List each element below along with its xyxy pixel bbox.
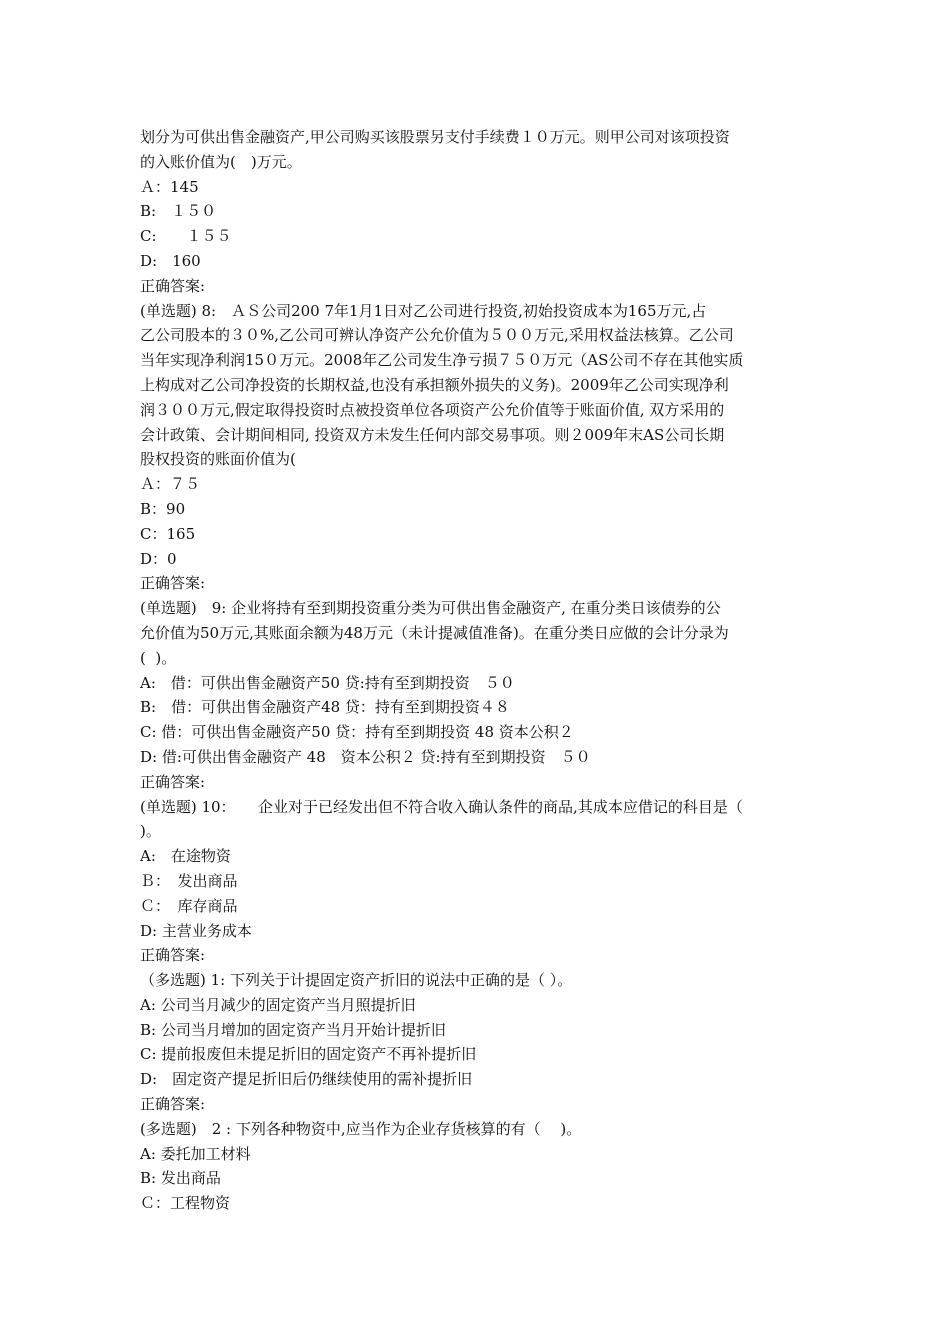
text-line: A: 委托加工材料 [140, 1144, 251, 1163]
text-line: 划分为可供出售金融资产,甲公司购买该股票另支付手续费１０万元。则甲公司对该项投资 [140, 128, 730, 146]
text-line: 正确答案: [140, 772, 206, 791]
text-line: 当年实现净利润15０万元。2008年乙公司发生净亏损７５０万元（AS公司不存在其他实质 [140, 351, 744, 370]
text-line: Ｃ： 库存商品 [140, 896, 238, 915]
text-line: D: 借:可供出售金融资产 48 资本公积２ 贷:持有至到期投资 ５０ [140, 747, 591, 766]
text-line: （多选题) 1: 下列关于计提固定资产折旧的说法中正确的是（ ）。 [140, 971, 573, 990]
text-line: D: 主营业务成本 [140, 921, 252, 940]
text-line: A: 在途物资 [140, 847, 231, 866]
text-line: (单选题) 10： 企业对于已经发出但不符合收入确认条件的商品,其成本应借记的科目是（ [140, 797, 743, 816]
text-line: 润３００万元,假定取得投资时点被投资单位各项资产公允价值等于账面价值, 双方采用的 [140, 400, 725, 419]
text-line: 股权投资的账面价值为( [140, 450, 296, 469]
text-line: Ｂ： 发出商品 [140, 871, 238, 890]
text-line: 的入账价值为( )万元。 [140, 152, 302, 171]
text-line: C: 借：可供出售金融资产50 贷：持有至到期投资 48 资本公积２ [140, 723, 574, 742]
text-line: 乙公司股本的３０%,乙公司可辨认净资产公允价值为５００万元,采用权益法核算。乙公司 [140, 326, 734, 345]
text-line: B: １５０ [140, 202, 217, 221]
text-line: (单选题) 9: 企业将持有至到期投资重分类为可供出售金融资产, 在重分类日该债券的公 [140, 599, 721, 618]
document-body [140, 125, 815, 1216]
text-line: ( )。 [140, 648, 177, 667]
text-line: 正确答案: [140, 276, 206, 295]
text-line: B：90 [140, 499, 186, 518]
text-line: 正确答案: [140, 946, 206, 965]
text-line: (多选题) 2 : 下列各种物资中,应当作为企业存货核算的有（ )。 [140, 1119, 582, 1138]
text-line: Ｃ：工程物资 [140, 1194, 231, 1213]
text-line: D：0 [140, 549, 177, 568]
text-line: B: 公司当月增加的固定资产当月开始计提折旧 [140, 1020, 446, 1039]
text-line: D: 160 [140, 251, 201, 270]
text-line: )。 [140, 822, 161, 841]
text-line: C: １５５ [140, 227, 232, 246]
text-line: 正确答案: [140, 1095, 206, 1114]
text-line: 正确答案: [140, 574, 206, 593]
text-line: D: 固定资产提足折旧后仍继续使用的需补提折旧 [140, 1070, 473, 1089]
text-line: Ａ：７５ [140, 475, 201, 494]
text-line: (单选题) 8: ＡＳ公司200 7年1月1日对乙公司进行投资,初始投资成本为165万元,占 [140, 301, 707, 320]
text-line: C: 提前报废但未提足折旧的固定资产不再补提折旧 [140, 1045, 477, 1064]
text-line: A: 公司当月减少的固定资产当月照提折旧 [140, 995, 416, 1014]
text-line: 上构成对乙公司净投资的长期权益,也没有承担额外损失的义务)。2009年乙公司实现净利 [140, 375, 729, 394]
text-line: 会计政策、会计期间相同, 投资双方未发生任何内部交易事项。则２009年末AS公司长期 [140, 425, 725, 444]
text-line: B: 发出商品 [140, 1169, 221, 1188]
text-line: 允价值为50万元,其账面余额为48万元（未计提减值准备)。在重分类日应做的会计分录为 [140, 623, 729, 642]
text-line: B: 借：可供出售金融资产48 贷：持有至到期投资４８ [140, 698, 510, 717]
text-line: A: 借：可供出售金融资产50 贷:持有至到期投资 ５０ [140, 673, 515, 692]
text-line: C：165 [140, 524, 196, 543]
text-line: Ａ：145 [140, 177, 199, 196]
